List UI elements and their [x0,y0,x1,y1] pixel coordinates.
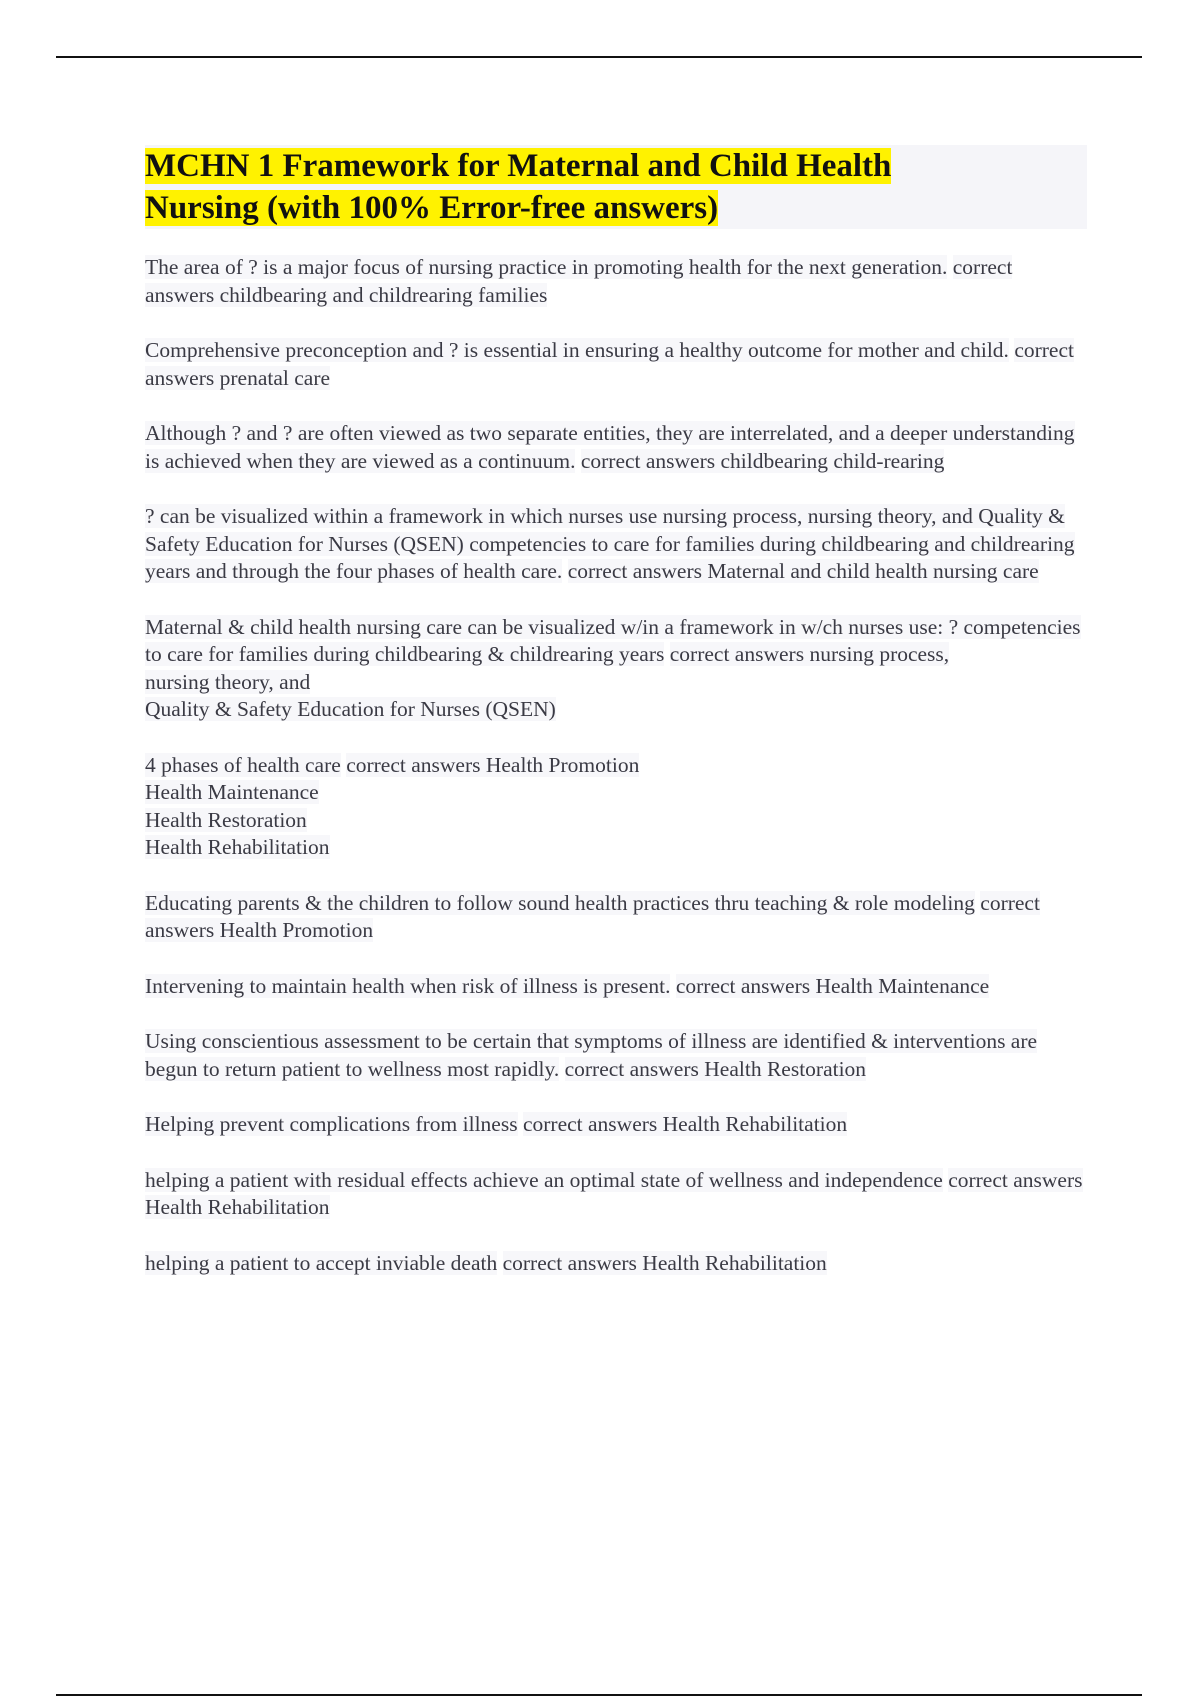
qa-item [145,1250,1087,1278]
top-rule [56,56,1142,58]
title-line-1: MCHN 1 Framework for Maternal and Child Health [145,148,892,184]
question-text: Using conscientious assessment to be certain that symptoms of illness are identified & interventions are begun to return patient to wellness most rapidly. [145,1029,1038,1081]
answer-text: correct answers Health Promotion Health Maintenance Health Restoration Health Rehabilitation [145,752,640,859]
question-text: helping a patient with residual effects achieve an optimal state of wellness and independence [145,1167,943,1192]
qa-item [145,254,1087,309]
qa-item [145,420,1087,475]
answer-text: correct answers Maternal and child health nursing care [567,559,1039,583]
question-text: Comprehensive preconception and ? is essential in ensuring a healthy outcome for mother and child. [145,338,1009,362]
qa-item [145,337,1087,392]
answer-text: correct answers Health Restoration [564,1056,867,1081]
answer-text: correct answers childbearing child-rearing [580,448,945,473]
answer-text: correct answers Health Rehabilitation [522,1112,848,1136]
qa-item [145,890,1087,945]
question-text: helping a patient to accept inviable death [145,1250,498,1275]
answer-text: correct answers Health Maintenance [675,973,990,998]
qa-item [145,1167,1087,1222]
question-text: Intervening to maintain health when risk of illness is present. [145,973,671,998]
question-text: 4 phases of health care [145,752,341,777]
qa-item [145,503,1087,586]
question-text: Educating parents & the children to follow sound health practices thru teaching & role modeling [145,890,975,915]
question-text: Maternal & child health nursing care can be visualized w/in a framework in w/ch nurses use: ? competencies to care for families during childbearing & childrearing years [145,614,1081,666]
qa-item [145,1028,1087,1083]
title-line-2: Nursing (with 100% Error-free answers) [145,190,719,226]
question-text: Helping prevent complications from illness [145,1112,518,1136]
document-title [145,145,1087,229]
qa-item [145,752,1087,862]
answer-text: correct answers prenatal care [145,338,1074,390]
answer-text: correct answers Health Promotion [145,890,1040,942]
answer-text: correct answers nursing process, nursing theory, and Quality & Safety Education for Nurses (QSEN) [145,642,950,721]
bottom-rule [56,1694,1142,1696]
question-text: Although ? and ? are often viewed as two separate entities, they are interrelated, and a deeper understanding is achieved when they are viewed as a continuum. [145,421,1075,473]
title-block [145,145,1087,229]
answer-text: correct answers Health Rehabilitation [502,1250,827,1275]
answer-text: correct answers childbearing and childrearing families [145,255,1013,307]
qa-item [145,1111,1087,1139]
qa-item [145,614,1087,724]
qa-item [145,973,1087,1001]
question-text: The area of ? is a major focus of nursing practice in promoting health for the next generation. [145,255,948,279]
qa-list [145,254,1087,1305]
answer-text: correct answers Health Rehabilitation [145,1167,1083,1219]
question-text: ? can be visualized within a framework in which nurses use nursing process, nursing theory, and Quality & Safety Education for Nurses (QSEN) competencies to care for families during childbearing and childrearing years and through the four phases of health care. [145,504,1075,583]
